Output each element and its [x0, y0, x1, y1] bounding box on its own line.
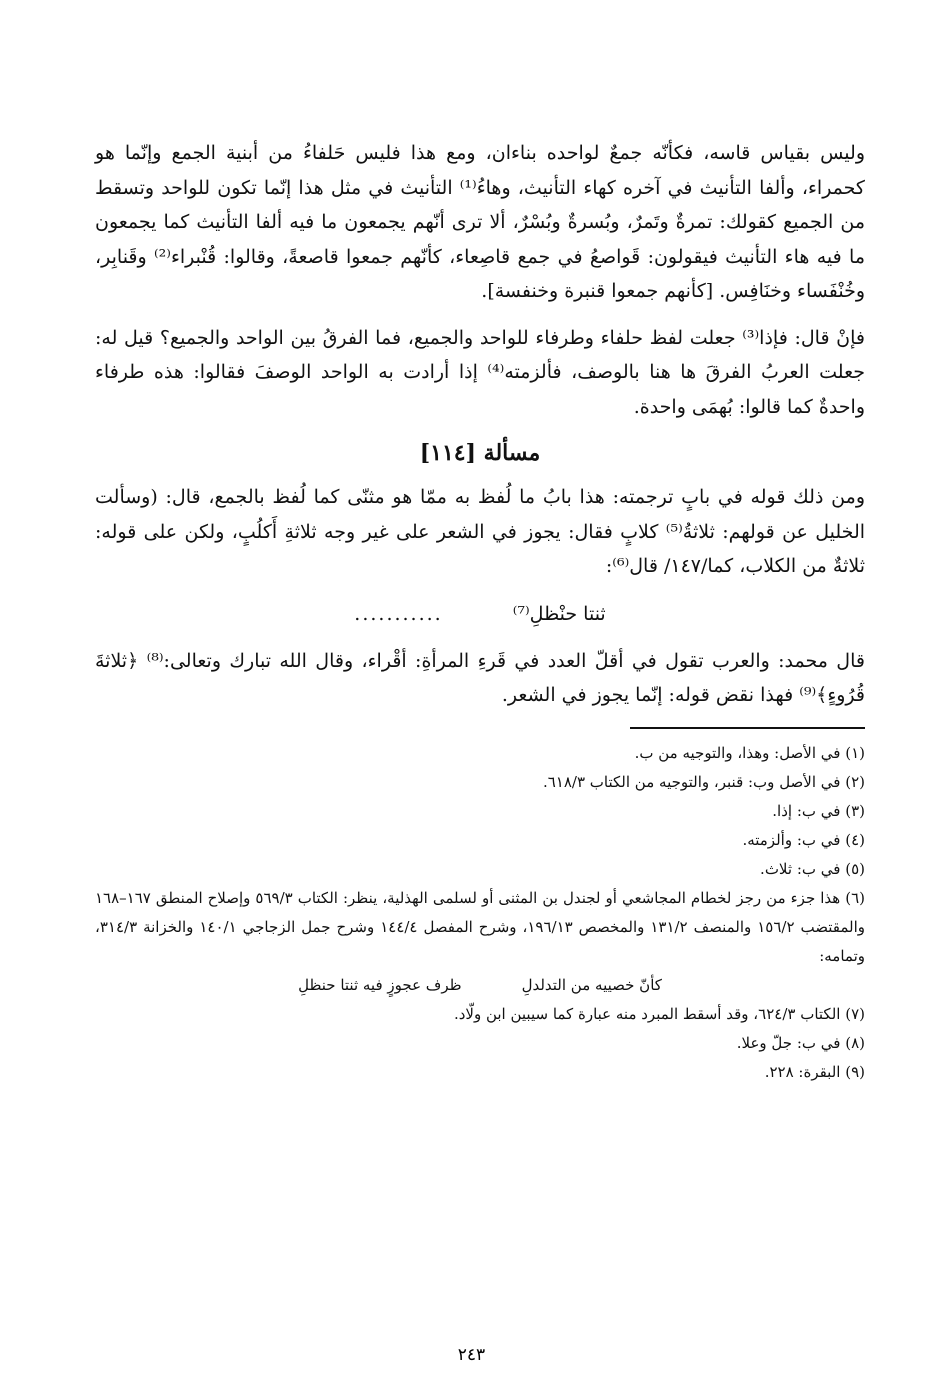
- footnote: (٢) في الأصل وب: قنبر، والتوجيه من الكتاب ٦١٨/٣.: [542, 772, 865, 791]
- verse-hemistich-second: ثنتا حنْظلِ⁽⁷⁾: [512, 602, 606, 625]
- paragraph-2: فإنْ قال: فإذا⁽³⁾ جعلت لفظ حلفاء وطرفاء للواحد والجميع، فما الفرقُ بين الواحد والجميع؟ قيل له: جعلت العربُ الفرقَ ها هنا بالوصف، فألزمته⁽⁴⁾ إذا أرادت به الواحد الوصفَ فقالوا: هذه طرفاء واحدةٌ كما قالوا: بُهمَى واحدة.: [95, 326, 865, 418]
- paragraph-4: قال محمد: والعرب تقول في أقلّ العدد في قَرءِ المرأةِ: أقْراء، وقال الله تبارك وتعالى:⁽⁸⁾ ﴿ثلاثةَ قُرُوءٍ﴾⁽⁹⁾ فهذا نقض قوله: إنّما يجوز في الشعر.: [95, 649, 865, 706]
- footnote: (٥) في ب: ثلاث.: [760, 859, 865, 878]
- footnote-verse-second: ظرف عجوزٍ فيه ثنتا حنظلِ: [298, 975, 462, 994]
- page-number: ٢٤٣: [457, 1345, 486, 1365]
- footnote: (٦) هذا جزء من رجز لخطام المجاشعي أو لجندل بن المثنى أو لسلمى الهذلية، ينظر: الكتاب ٥٦٩/٣ وإصلاح المنطق ١٦٧–١٦٨ والمقتضب ١٥٦/٢ والمنصف ١٣١/٢ والمخصص ١٩٦/١٣، وشرح المفصل ١٤٤/٤ وشرح جمل الزجاجي ١٤٠/١ والخزانة ٣١٤/٣، وتمامه:: [95, 888, 865, 965]
- footnote: (٤) في ب: وألزمته.: [742, 830, 865, 849]
- page-body: [95, 136, 865, 1087]
- footnote: (١) في الأصل: وهذا، والتوجيه من ب.: [634, 743, 865, 762]
- paragraph-1: وليس بقياس قاسه، فكأنّه جمعٌ لواحده بناءان، ومع هذا فليس حَلفاءُ من أبنية الجمع وإنّما هو كحمراء، وألفا التأنيث في آخره كهاء التأنيث، وهاءُ⁽¹⁾ التأنيث في مثل هذا إنّما تكون للواحد وتسقط من الجميع كقولك: تمرةٌ وتَمرٌ، وبُسرةٌ وبُسْرٌ، ألا ترى أنّهم يجمعون ما فيه ألفا التأنيث كما يجمعون ما فيه هاء التأنيث فيقولون: قَواصعُ في جمع قاصِعاء، كأنّهم جمعوا قاصعةً، وقالوا: قُنْبراء⁽²⁾ وقَنابِر، وخُنْفَساء وخنَافِس. [كأنهم جمعوا قنبرة وخنفسة].: [95, 142, 866, 302]
- section-heading: مسألة [١١٤]: [419, 440, 541, 466]
- paragraph-3: ومن ذلك قوله في بابٍ ترجمته: هذا بابُ ما لُفظ به ممّا هو مثنّى كما لُفظ بالجمع، قال: (وسألت الخليل عن قولهم: ثلاثةُ⁽⁵⁾ كلابٍ فقال: يجوز في الشعر على غير وجه ثلاثةِ أَكلُبٍ، ولكن على قوله: ثلاثةٌ من الكلاب، كما/١٤٧/ قال⁽⁶⁾:: [95, 486, 866, 577]
- verse-line: [95, 586, 865, 642]
- footnote: (٧) الكتاب ٦٢٤/٣، وقد أسقط المبرد منه عبارة كما سيبين ابن ولّاد.: [453, 1004, 865, 1023]
- footnote-separator: [630, 727, 865, 729]
- footnote: (٩) البقرة: ٢٢٨.: [764, 1062, 865, 1081]
- footnote-verse-first: كأنّ خصييه من التدلدلِ: [521, 975, 662, 994]
- footnote: (٨) في ب: جلّ وعلا.: [736, 1033, 865, 1052]
- verse-hemistich-first: ...........: [354, 602, 443, 625]
- footnote-verse: [95, 971, 865, 1000]
- footnote: (٣) في ب: إذا.: [772, 801, 865, 820]
- footnotes: [95, 739, 865, 1087]
